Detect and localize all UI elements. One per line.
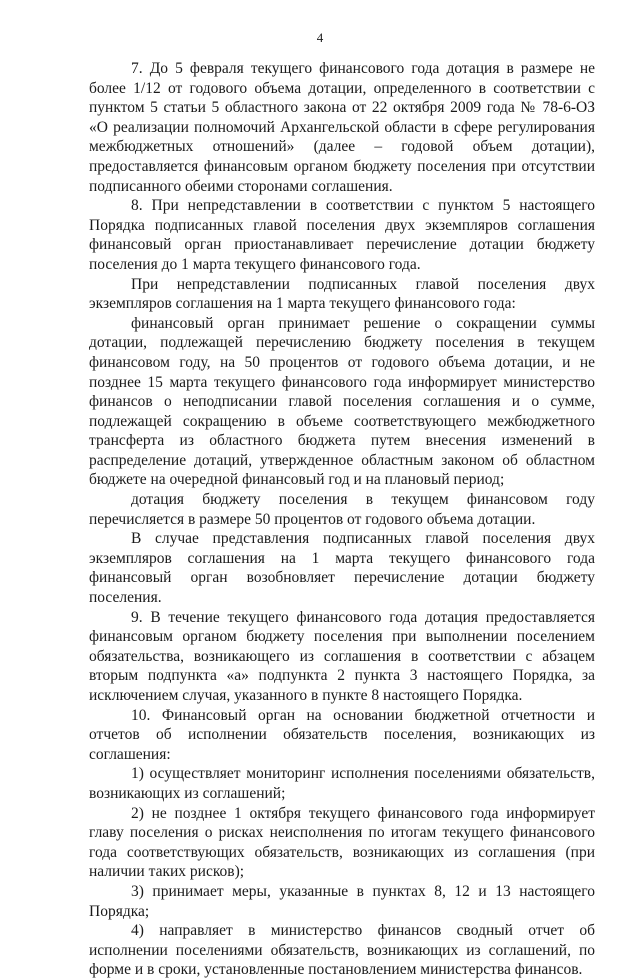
paragraph-item-10-3: 3) принимает меры, указанные в пунктах 8, 12 и 13 настоящего Порядка; — [89, 882, 595, 920]
page-number: 4 — [316, 30, 324, 45]
paragraph-item-9: 9. В течение текущего финансового года дотация предоставляется финансовым органом бюджету поселения при выполнении поселением обязательства, возникающего из соглашения в соответствии с абзацем вторым подпункта «а» подпункта 2 пункта 3 настоящего Порядка, за исключением случая, указанного в пункте 8 настоящего Порядка. — [89, 608, 595, 704]
paragraph-item-8-resume: В случае представления подписанных главой поселения двух экземпляров соглашения на 1 марта текущего финансового года финансовый орган возобновляет перечисление дотации бюджету поселения. — [89, 530, 595, 607]
paragraph-item-8-nonsubmission: При непредставлении подписанных главой поселения двух экземпляров соглашения на 1 марта текущего финансового года: — [89, 275, 595, 313]
paragraph-item-8-transfer: дотация бюджету поселения в текущем финансовом году перечисляется в размере 50 процентов от годового объема дотации. — [89, 491, 595, 528]
paragraph-item-8-reduction: финансовый орган принимает решение о сокращении суммы дотации, подлежащей перечислению бюджету поселения в текущем финансовом году, на 50 процентов от годового объема дотации, и не позднее 15 марта текущего финансового года информирует министерство финансов о неподписании главой поселения соглашения и о сумме, подлежащей сокращению в объеме соответствующего межбюджетного трансферта из областного бюджета путем внесения изменений в распределение дотаций, утвержденное областным законом об областном бюджете на очередной финансовый год и на плановый период; — [89, 314, 595, 489]
paragraph-item-10-4: 4) направляет в министерство финансов сводный отчет об исполнении поселениями обязательств, возникающих из соглашений, по форме и в сроки, установленные постановлением министерства финансов. — [89, 922, 595, 979]
paragraph-item-10: 10. Финансовый орган на основании бюджетной отчетности и отчетов об исполнении обязательств поселения, возникающих из соглашения: — [89, 706, 595, 763]
paragraph-item-7: 7. До 5 февраля текущего финансового года дотация в размере не более 1/12 от годового объема дотации, определенного в соответствии с пунктом 5 статьи 5 областного закона от 22 октября 2009 года № 78-6-ОЗ «О реализации полномочий Архангельской области в сфере регулирования межбюджетных отношений» (далее – годовой объем дотации), предоставляется финансовым органом бюджету поселения при отсутствии подписанного обеими сторонами соглашения. — [89, 60, 595, 195]
paragraph-item-10-2: 2) не позднее 1 октября текущего финансового года информирует главу поселения о рисках неисполнения по итогам текущего финансового года соответствующих обязательств, возникающих из соглашения (при наличии таких рисков); — [89, 804, 595, 881]
paragraph-item-8: 8. При непредставлении в соответствии с пунктом 5 настоящего Порядка подписанных главой поселения двух экземпляров соглашения финансовый орган приостанавливает перечисление дотации бюджету поселения до 1 марта текущего финансового года. — [89, 197, 595, 273]
document-body — [89, 59, 595, 980]
paragraph-item-10-1: 1) осуществляет мониторинг исполнения поселениями обязательств, возникающих из соглашений; — [89, 765, 595, 802]
